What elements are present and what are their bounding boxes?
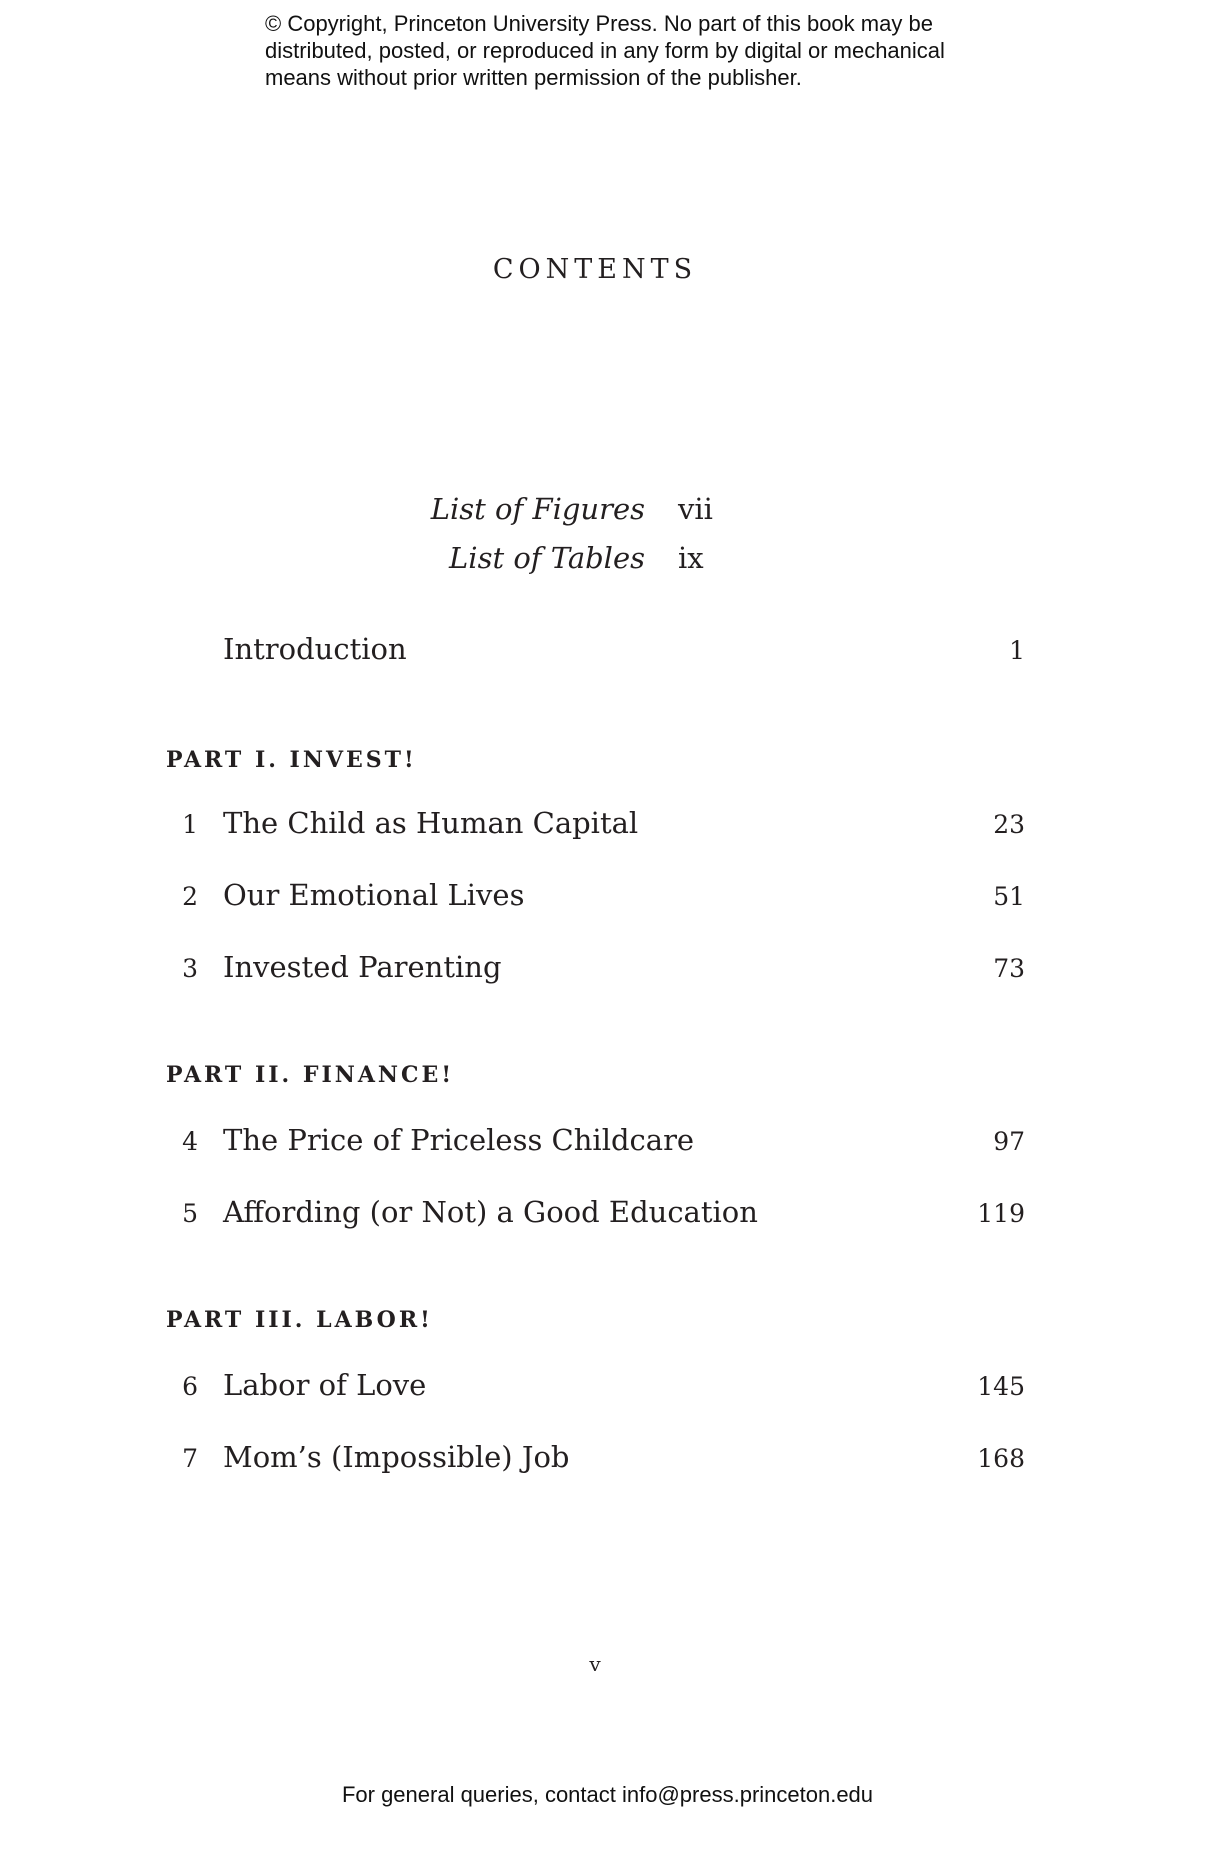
toc-entry-page: 1 [1009, 636, 1025, 665]
part-heading: PART I. INVEST! [166, 747, 417, 773]
part-heading: PART III. LABOR! [166, 1307, 433, 1333]
copyright-line: distributed, posted, or reproduced in any form by digital or mechanical [265, 38, 945, 63]
toc-entry-page: 73 [993, 954, 1025, 983]
chapter-number: 2 [182, 882, 198, 911]
toc-entry-page: 23 [993, 810, 1025, 839]
front-matter-title: List of Tables [449, 541, 645, 575]
chapter-number: 4 [182, 1127, 198, 1156]
toc-entry-title: Introduction [223, 632, 407, 666]
toc-entry-chapter [0, 1195, 1225, 1235]
toc-entry-chapter [0, 1440, 1225, 1480]
toc-entry-title: Labor of Love [223, 1368, 427, 1402]
toc-entry-chapter [0, 1368, 1225, 1408]
toc-entry-page: 168 [977, 1444, 1025, 1473]
footer-contact: For general queries, contact info@press.princeton.edu [341, 1782, 874, 1807]
chapter-number: 6 [182, 1372, 198, 1401]
part-heading: PART II. FINANCE! [166, 1062, 454, 1088]
toc-entry-page: 97 [993, 1127, 1025, 1156]
toc-entry-page: 51 [993, 882, 1025, 911]
toc-entry-title: The Price of Priceless Childcare [223, 1123, 695, 1157]
front-matter-title: List of Figures [430, 492, 645, 526]
toc-entry-title: The Child as Human Capital [223, 806, 639, 840]
toc-entry-chapter [0, 878, 1225, 918]
front-matter-page: vii [678, 492, 713, 526]
toc-entry-title: Our Emotional Lives [223, 878, 525, 912]
page-folio: v [589, 1652, 601, 1676]
toc-entry-chapter [0, 950, 1225, 990]
copyright-line: © Copyright, Princeton University Press. No part of this book may be [265, 11, 933, 36]
copyright-line: means without prior written permission of the publisher. [265, 65, 802, 90]
front-matter-page: ix [678, 541, 704, 575]
contents-heading: CONTENTS [492, 254, 698, 285]
chapter-number: 1 [182, 810, 198, 839]
toc-entry-chapter [0, 806, 1225, 846]
chapter-number: 3 [182, 954, 198, 983]
chapter-number: 5 [182, 1199, 198, 1228]
copyright-notice [265, 10, 1025, 91]
chapter-number: 7 [182, 1444, 198, 1473]
toc-entry-title: Mom’s (Impossible) Job [223, 1440, 570, 1474]
toc-entry-page: 145 [977, 1372, 1025, 1401]
toc-entry-page: 119 [977, 1199, 1025, 1228]
toc-entry-introduction [0, 632, 1225, 672]
toc-entry-title: Invested Parenting [223, 950, 502, 984]
toc-entry-title: Affording (or Not) a Good Education [223, 1195, 758, 1229]
toc-entry-chapter [0, 1123, 1225, 1163]
